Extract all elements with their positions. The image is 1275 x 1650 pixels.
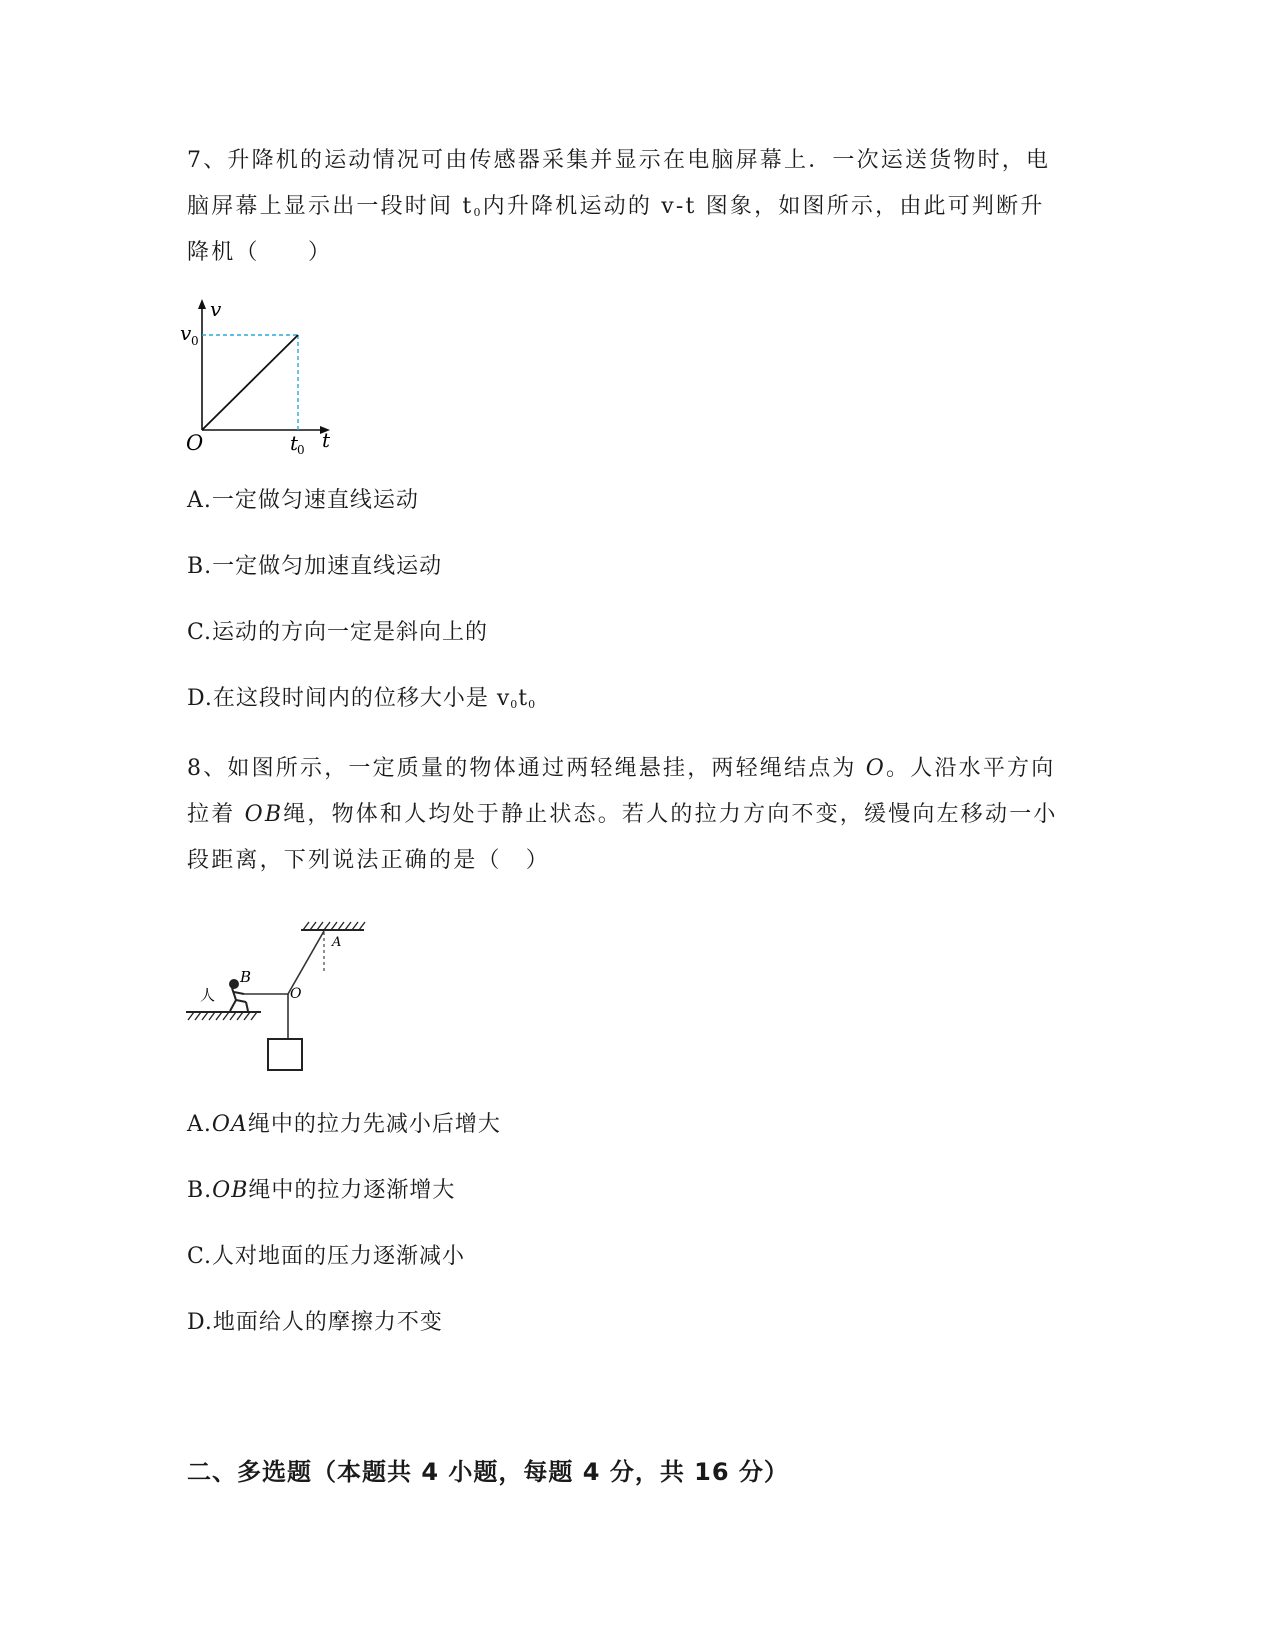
q7-option-d-mid: t bbox=[518, 686, 529, 711]
q8-option-b bbox=[187, 1176, 455, 1206]
q7-option-d-pre: D.在这段时间内的位移大小是 v bbox=[187, 686, 511, 711]
vt-graph bbox=[180, 298, 340, 456]
q7-option-a: A.一定做匀速直线运动 bbox=[187, 488, 419, 513]
q7-option-d-sub2: 0 bbox=[528, 698, 537, 711]
q7-line-1: 7、升降机的运动情况可由传感器采集并显示在电脑屏幕上．一次运送货物时，电 bbox=[187, 148, 1051, 173]
q7-line-2-post: 内升降机运动的 v-t 图象，如图所示，由此可判断升 bbox=[482, 194, 1045, 219]
rope-figure-ground-hatch bbox=[188, 1012, 257, 1020]
q7-option-c: C.运动的方向一定是斜向上的 bbox=[187, 620, 489, 645]
q8-option-a bbox=[187, 1110, 501, 1140]
vt-graph-t-label: t bbox=[322, 428, 331, 452]
vt-graph-v0-label: v bbox=[180, 321, 192, 345]
q8-option-b-text: 绳中的拉力逐渐增大 bbox=[248, 1178, 456, 1203]
q7-option-b: B.一定做匀加速直线运动 bbox=[187, 554, 443, 579]
vt-graph-v0-sub: 0 bbox=[191, 334, 199, 348]
q7-option-d-sub1: 0 bbox=[510, 698, 519, 711]
rope-figure-b-label: B bbox=[240, 968, 252, 986]
q8-line-1-pre: 8、如图所示，一定质量的物体通过两轻绳悬挂，两轻绳结点为 bbox=[187, 756, 866, 781]
rope-figure-ceiling-hatch bbox=[303, 922, 365, 930]
q8-option-c: C.人对地面的压力逐渐减小 bbox=[187, 1244, 466, 1269]
q8-line-1-post: 。人沿水平方向 bbox=[886, 756, 1056, 781]
q8-line-3: 段距离，下列说法正确的是（ ） bbox=[187, 848, 551, 873]
rope-figure-person-label: 人 bbox=[200, 986, 216, 1004]
q8-line-1-var: O bbox=[865, 756, 887, 781]
q8-option-a-text: 绳中的拉力先减小后增大 bbox=[247, 1112, 501, 1137]
q8-line-2-var: OB bbox=[244, 802, 284, 827]
vt-graph-origin-label: O bbox=[186, 431, 204, 455]
q7-line-3: 降机（ ） bbox=[187, 240, 333, 265]
vt-graph-v-label: v bbox=[210, 297, 222, 321]
q7-line-2 bbox=[187, 192, 1045, 228]
q8-line-2-pre: 拉着 bbox=[187, 802, 245, 827]
q8-option-b-var: OB bbox=[212, 1178, 249, 1203]
q8-option-a-var: OA bbox=[211, 1112, 248, 1137]
rope-oa bbox=[288, 931, 324, 994]
vt-graph-v-arrow bbox=[198, 299, 206, 309]
rope-figure bbox=[186, 912, 376, 1082]
q8-option-b-prefix: B. bbox=[187, 1178, 213, 1203]
vt-graph-line bbox=[202, 335, 298, 430]
vt-graph-t0-sub: 0 bbox=[297, 443, 305, 457]
q8-line-1 bbox=[187, 754, 1055, 784]
rope-figure-o-label: O bbox=[290, 986, 302, 1002]
hanging-box bbox=[268, 1039, 302, 1070]
q8-line-2-post: 绳，物体和人均处于静止状态。若人的拉力方向不变，缓慢向左移动一小 bbox=[283, 802, 1058, 827]
rope-figure-a-label: A bbox=[332, 935, 342, 950]
section-2-heading: 二、多选题（本题共 4 小题，每题 4 分，共 16 分） bbox=[187, 1458, 789, 1486]
q7-line-2-sub: 0 bbox=[473, 206, 483, 219]
vt-graph-t0-label: t bbox=[290, 431, 299, 455]
q8-line-2 bbox=[187, 800, 1058, 830]
q7-option-d bbox=[187, 684, 536, 720]
q8-option-d: D.地面给人的摩擦力不变 bbox=[187, 1310, 443, 1335]
q7-line-2-pre: 脑屏幕上显示出一段时间 t bbox=[187, 194, 474, 219]
q8-option-a-prefix: A. bbox=[187, 1112, 212, 1137]
